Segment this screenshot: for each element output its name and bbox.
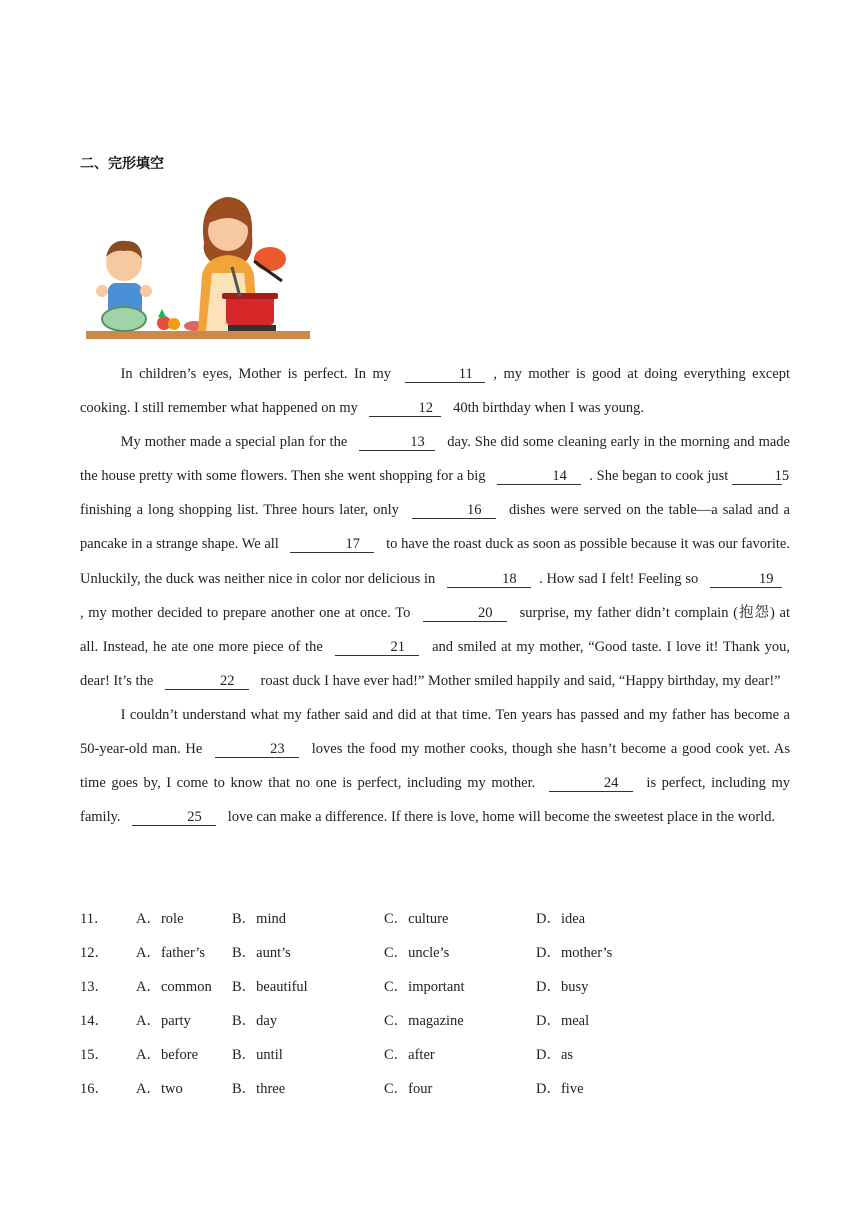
passage-text: love can make a difference. If there is love, home will become the sweetest place in the world.: [224, 809, 776, 826]
option-b: B．mind: [232, 911, 286, 927]
option-b: B．aunt’s: [232, 945, 291, 962]
option-a: A．role: [136, 911, 184, 927]
passage-paragraph: [80, 698, 790, 834]
option-a: A．party: [136, 1013, 191, 1030]
passage-text: roast duck I have ever had!” Mother smiled happily and said, “Happy birthday, my dear!”: [256, 672, 781, 689]
passage-text: . She began to cook just: [589, 468, 732, 485]
option-b: B．three: [232, 1081, 286, 1098]
passage-paragraph: [80, 425, 790, 698]
option-c: C．important: [384, 979, 465, 996]
answer-blank: 22: [165, 673, 249, 690]
answer-blank: 15: [732, 468, 782, 485]
option-d: D．mother’s: [536, 945, 613, 962]
passage-text: 40th birthday when I was young.: [449, 400, 644, 417]
question-number: 14．: [80, 1013, 109, 1030]
answer-blank: 18: [447, 571, 531, 588]
answer-blank: 17: [290, 536, 374, 553]
option-c: C．four: [384, 1081, 433, 1098]
option-b: B．beautiful: [232, 979, 308, 996]
option-a: A．common: [136, 979, 212, 996]
answer-blank: 16: [412, 502, 496, 519]
question-number: 13．: [80, 979, 109, 996]
answer-blank: 14: [497, 468, 581, 485]
option-c: C．culture: [384, 911, 449, 927]
question-number: 15．: [80, 1047, 109, 1064]
answer-blank: 25: [132, 809, 216, 826]
option-c: C．after: [384, 1047, 435, 1064]
passage-text: In children’s eyes, Mother is perfect. In my: [120, 366, 398, 382]
answer-blank: 21: [335, 639, 419, 656]
answer-blank: 19: [710, 571, 782, 588]
question-row: [80, 902, 800, 936]
passage-text: finishing a long shopping list. Three hours later, only: [80, 502, 404, 519]
answer-blank: 23: [215, 741, 299, 758]
option-d: D．idea: [536, 911, 586, 927]
passage-text: is perfect, including my family.: [80, 775, 790, 826]
question-row: [80, 1072, 800, 1106]
passage-text: I couldn’t understand what my father said and did at that time. Ten years has passed and my father has become a 50-year-old man. He: [80, 706, 790, 758]
option-a: A．two: [136, 1081, 183, 1098]
question-number: 16．: [80, 1081, 109, 1098]
question-number: 12．: [80, 945, 109, 962]
question-row: [80, 936, 800, 970]
option-a: A．father’s: [136, 945, 205, 962]
section-title: 二、完形填空: [80, 156, 164, 172]
option-d: D．meal: [536, 1013, 590, 1030]
question-row: [80, 970, 800, 1004]
option-b: B．day: [232, 1013, 278, 1030]
question-number: 11．: [80, 911, 109, 927]
answer-blank: 11: [405, 366, 485, 383]
option-d: D．busy: [536, 979, 589, 996]
passage-text: , my mother decided to prepare another one at once. To: [80, 604, 415, 621]
option-c: C．magazine: [384, 1013, 464, 1030]
answer-blank: 12: [369, 400, 441, 417]
answer-blank: 20: [423, 605, 507, 622]
passage-text: . How sad I felt! Feeling so: [539, 570, 702, 587]
passage-text: surprise, my father didn’t complain (抱怨) at all. Instead, he ate one more piece of the: [80, 604, 790, 655]
option-d: D．five: [536, 1081, 584, 1098]
question-row: [80, 1004, 800, 1038]
passage-text: loves the food my mother cooks, though she hasn’t become a good cook yet. As time goes by, I come to know that no one is perfect, including my mother.: [80, 741, 790, 792]
option-a: A．before: [136, 1047, 199, 1064]
passage-text: , my mother is good at doing everything except cooking. I still remember what happened on my: [80, 366, 790, 417]
option-c: C．uncle’s: [384, 945, 450, 962]
question-options: [80, 902, 800, 1107]
passage-text: to have the roast duck as soon as possible because it was our favorite. Unluckily, the duck was neither nice in color nor delicious in: [80, 536, 790, 587]
passage-paragraph: [80, 357, 790, 425]
cloze-passage: [80, 357, 790, 834]
passage-text: and smiled at my mother, “Good taste. I love it! Thank you, dear! It’s the: [80, 638, 790, 689]
option-b: B．until: [232, 1047, 283, 1064]
passage-text: dishes were served on the table—a salad and a pancake in a strange shape. We all: [80, 502, 790, 553]
passage-text: My mother made a special plan for the: [120, 434, 352, 451]
question-row: [80, 1038, 800, 1072]
option-d: D．as: [536, 1047, 574, 1064]
mother-and-child-cooking-illustration: [86, 183, 310, 345]
passage-text: day. She did some cleaning early in the morning and made the house pretty with some flowers. Then she went shopping for a big: [80, 434, 790, 485]
answer-blank: 24: [549, 775, 633, 792]
answer-blank: 13: [359, 434, 435, 451]
